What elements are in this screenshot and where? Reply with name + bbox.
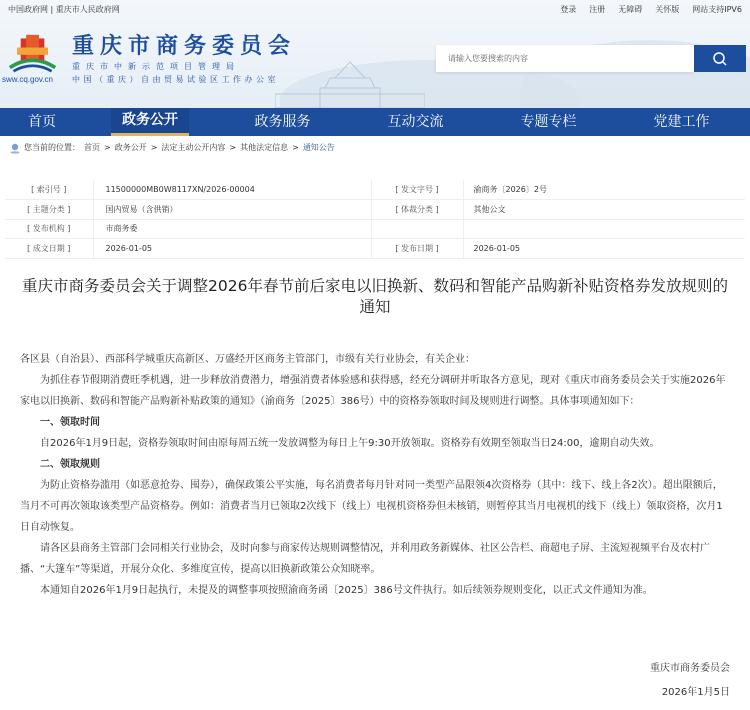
site-header: [0, 0, 750, 108]
meta-value: 11500000MB0W8117XN/2026-00004: [93, 180, 371, 200]
search-button[interactable]: [694, 45, 746, 72]
breadcrumb: 您当前的位置： 首页 > 政务公开 > 法定主动公开内容 > 其他法定信息 > 通知公告: [10, 142, 335, 154]
meta-label: [ 发布日期 ]: [371, 239, 463, 259]
paragraph: 自2026年1月9日起，资格券领取时间由原每周五统一发放调整为每日上午9:30开放领取。资格券有效期至领取当日24:00，逾期自动失效。: [40, 438, 660, 449]
meta-label: [ 发文字号 ]: [371, 180, 463, 200]
document-meta-table: [5, 180, 745, 259]
section-heading: 二、领取规则: [40, 459, 100, 470]
paragraph: 请各区县商务主管部门会同相关行业协会，及时向参与商家传达规则调整情况，并利用政务新媒体、社区公告栏、商超电子屏、主流短视频平台及农村广播、“大篷车”等渠道，开展分众化、多维度宣传，提高以旧换新政策公众知晓率。: [20, 543, 710, 575]
breadcrumb-gov-affairs[interactable]: 政务公开: [114, 143, 147, 152]
login-link[interactable]: 登录: [560, 5, 577, 14]
temple-illustration: [275, 60, 425, 108]
topbar-right: [560, 5, 742, 15]
nav-interaction[interactable]: 互动交流: [387, 114, 444, 130]
link-cq-gov[interactable]: 重庆市人民政府网: [55, 5, 120, 14]
search-icon: [712, 51, 728, 67]
signer: 重庆市商务委员会: [650, 663, 730, 674]
site-subtitle-2: 中国（重庆）自由贸易试验区工作办公室: [72, 75, 279, 84]
meta-value: 渝商务〔2026〕2号: [463, 180, 745, 200]
signature-date: 2026年1月5日: [661, 687, 730, 698]
document-body: [20, 349, 732, 601]
location-icon: [10, 143, 20, 154]
nav-topics[interactable]: 专题专栏: [520, 114, 577, 130]
logo-icon: [8, 33, 58, 73]
meta-value: 市商务委: [93, 219, 371, 239]
breadcrumb-legal-content[interactable]: 法定主动公开内容: [161, 143, 226, 152]
meta-label: [ 发布机构 ]: [5, 219, 93, 239]
ipv6-link[interactable]: 网站支持IPV6: [692, 5, 742, 14]
section-heading: 一、领取时间: [40, 417, 100, 428]
table-row: [5, 239, 745, 259]
nav-home[interactable]: 首页: [28, 114, 56, 130]
meta-label: [ 成文日期 ]: [5, 239, 93, 259]
breadcrumb-home[interactable]: 首页: [84, 143, 100, 152]
table-row: [5, 200, 745, 220]
meta-value: 2026-01-05: [463, 239, 745, 259]
register-link[interactable]: 注册: [589, 5, 606, 14]
main-nav: [0, 108, 750, 136]
accessibility-link[interactable]: 无障碍: [618, 5, 643, 14]
meta-value: 国内贸易（含供销）: [93, 200, 371, 220]
meta-value: [463, 219, 745, 239]
table-row: [5, 219, 745, 239]
meta-label: [371, 219, 463, 239]
site-name: 重庆市商务委员会: [72, 34, 297, 59]
breadcrumb-notices[interactable]: 通知公告: [302, 143, 335, 152]
link-gov-cn[interactable]: 中国政府网: [8, 5, 48, 14]
meta-label: [ 主题分类 ]: [5, 200, 93, 220]
paragraph: 本通知自2026年1月9日起执行，未提及的调整事项按照渝商务函〔2025〕386号文件执行。如后续领券规则变化，以正式文件通知为准。: [40, 585, 653, 596]
site-url: sww.cq.gov.cn: [2, 75, 53, 84]
nav-government-affairs[interactable]: 政务公开: [111, 108, 189, 136]
nav-services[interactable]: 政务服务: [254, 114, 311, 130]
meta-value: 其他公文: [463, 200, 745, 220]
nav-party-building[interactable]: 党建工作: [653, 114, 710, 130]
meta-label: [ 体裁分类 ]: [371, 200, 463, 220]
meta-label: [ 索引号 ]: [5, 180, 93, 200]
paragraph: 为防止资格券滥用（如恶意抢券、囤券），确保政策公平实施，每名消费者每月针对同一类型产品限领4次资格券（其中：线下、线上各2次）。超出限额后，当月不可再次领取该类型产品资格券。例如：消费者当月已领取2次线下（线上）电视机资格券但未核销，则暂停其当月电视机的线下（线上）领取资格，次月1日自动恢复。: [20, 480, 723, 533]
search-input[interactable]: 请输入您要搜索的内容: [436, 45, 694, 72]
meta-value: 2026-01-05: [93, 239, 371, 259]
breadcrumb-prefix: 您当前的位置：: [24, 143, 80, 152]
topbar-left: 中国政府网 | 重庆市人民政府网: [8, 5, 120, 14]
document-title: 重庆市商务委员会关于调整2026年春节前后家电以旧换新、数码和智能产品购新补贴资格券发放规则的通知: [22, 277, 728, 316]
table-row: [5, 180, 745, 200]
salutation: 各区县（自治县）、西部科学城重庆高新区、万盛经开区商务主管部门，市级有关行业协会，有关企业：: [20, 354, 475, 365]
breadcrumb-other-info[interactable]: 其他法定信息: [240, 143, 289, 152]
site-subtitle-1: 重庆市中新示范项目管理局: [72, 62, 240, 71]
elder-mode-link[interactable]: 关怀版: [655, 5, 680, 14]
paragraph: 为抓住春节假期消费旺季机遇，进一步释放消费潜力，增强消费者体验感和获得感，经充分调研并听取各方意见，现对《重庆市商务委员会关于实施2026年家电以旧换新、数码和智能产品购新补贴政策的通知》（渝商务〔2025〕386号）中的资格券领取时间及规则进行调整。具体事项通知如下：: [20, 375, 726, 407]
